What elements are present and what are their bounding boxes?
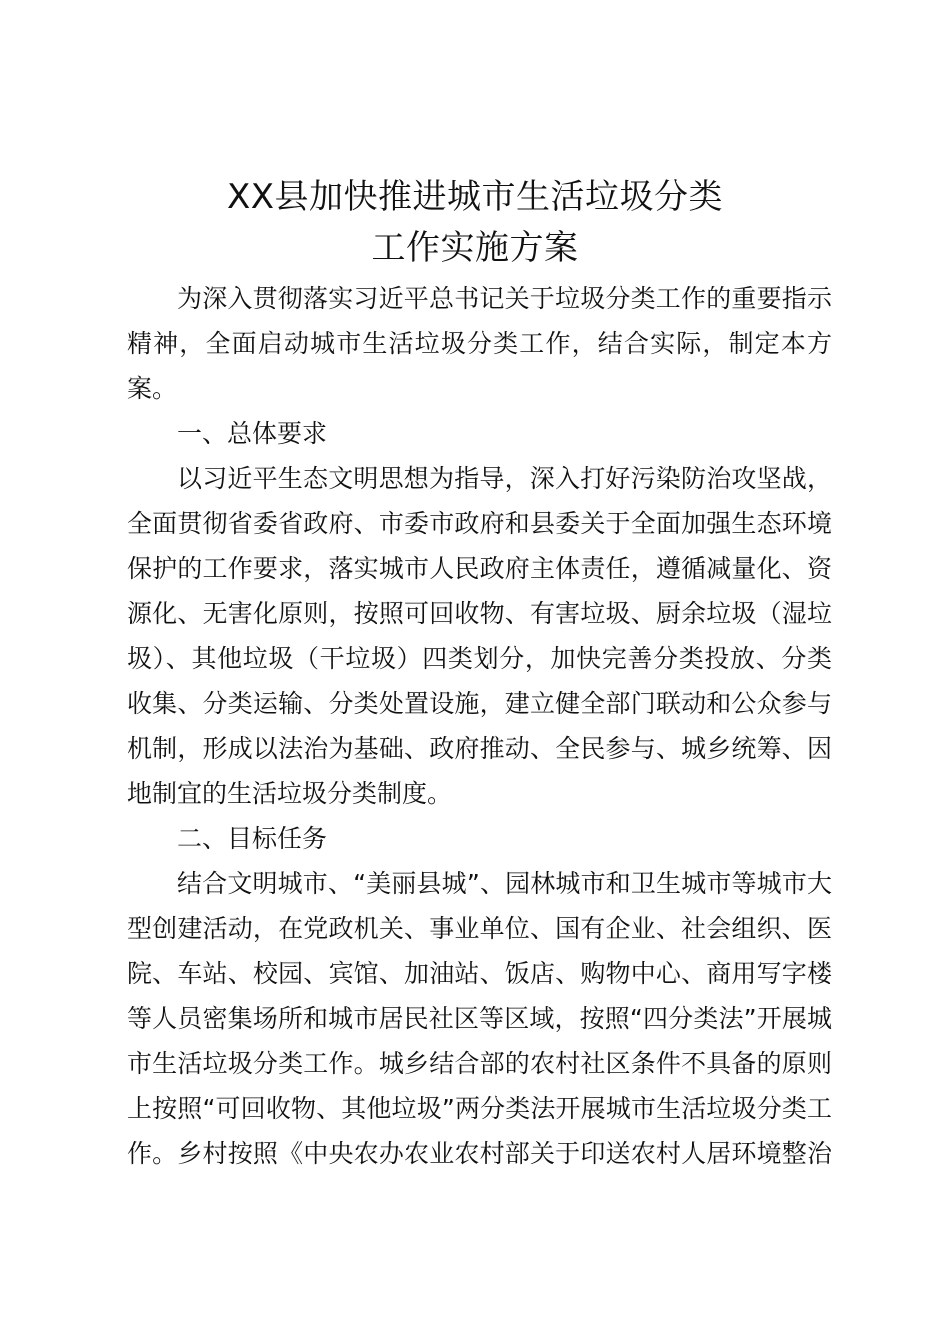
paragraph-line: 收集、分类运输、分类处置设施，建立健全部门联动和公众参与 — [127, 689, 832, 718]
paragraph-line: 结合文明城市、“美丽县城”、园林城市和卫生城市等城市大 — [177, 869, 832, 898]
paragraph-line: 院、车站、校园、宾馆、加油站、饭店、购物中心、商用写字楼 — [127, 959, 832, 988]
paragraph-line: 地制宜的生活垃圾分类制度。 — [127, 779, 453, 808]
paragraph-line: 保护的工作要求，落实城市人民政府主体责任，遵循减量化、资 — [127, 554, 832, 583]
paragraph-line: 市生活垃圾分类工作。城乡结合部的农村社区条件不具备的原则 — [127, 1049, 832, 1078]
paragraph-line: 以习近平生态文明思想为指导，深入打好污染防治攻坚战， — [177, 464, 832, 493]
paragraph-line: 圾）、其他垃圾（干垃圾）四类划分，加快完善分类投放、分类 — [127, 644, 832, 673]
intro-line: 案。 — [127, 374, 178, 403]
document-title-line-1: XX县加快推进城市生活垃圾分类 — [226, 177, 724, 217]
intro-line: 为深入贯彻落实习近平总书记关于垃圾分类工作的重要指示 — [177, 284, 832, 313]
paragraph-line: 型创建活动，在党政机关、事业单位、国有企业、社会组织、医 — [127, 914, 832, 943]
intro-line: 精神，全面启动城市生活垃圾分类工作，结合实际，制定本方 — [127, 329, 832, 358]
section-heading: 二、目标任务 — [177, 824, 328, 853]
paragraph-line: 全面贯彻省委省政府、市委市政府和县委关于全面加强生态环境 — [127, 509, 832, 538]
document-title-line-2: 工作实施方案 — [371, 228, 579, 268]
paragraph-line: 等人员密集场所和城市居民社区等区域，按照“四分类法”开展城 — [127, 1004, 832, 1033]
paragraph-line: 上按照“可回收物、其他垃圾”两分类法开展城市生活垃圾分类工 — [127, 1094, 832, 1123]
paragraph-line: 作。乡村按照《中央农办农业农村部关于印送农村人居环境整治 — [127, 1139, 832, 1168]
section-heading: 一、总体要求 — [177, 419, 328, 448]
paragraph-line: 源化、无害化原则，按照可回收物、有害垃圾、厨余垃圾（湿垃 — [127, 599, 832, 628]
paragraph-line: 机制，形成以法治为基础、政府推动、全民参与、城乡统筹、因 — [127, 734, 832, 763]
